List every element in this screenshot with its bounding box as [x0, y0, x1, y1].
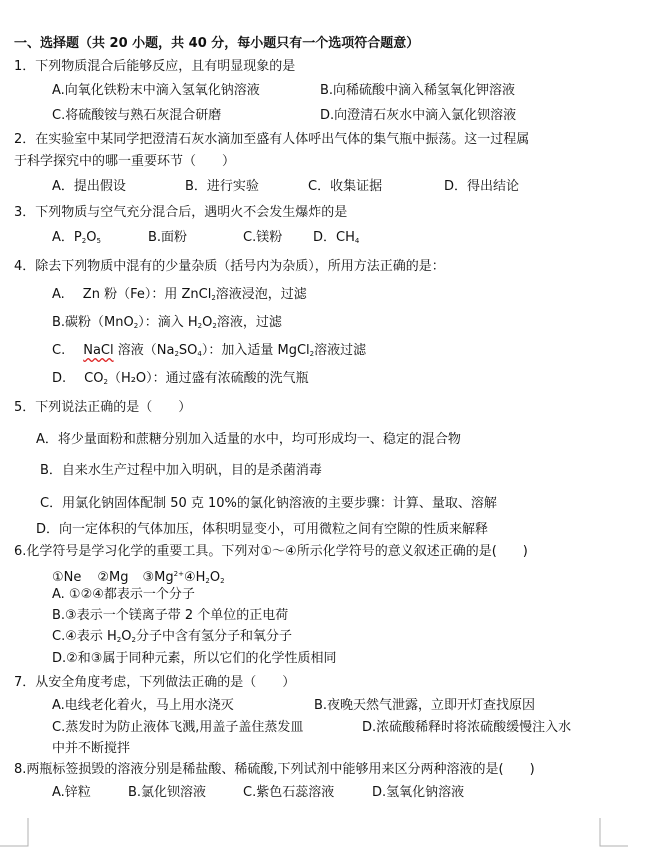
question-7-stem: 7．从安全角度考虑，下列做法正确的是（ ）	[14, 675, 296, 690]
question-4-option-d: D. $CO_2(H_2O)$：通过盛有浓硫酸的洗气瓶	[52, 371, 309, 386]
question-6-stem: 6.化学符号是学习化学的重要工具。下列对①～④所示化学符号的意义叙述正确的是( )	[14, 544, 528, 559]
question-2-stem-line1: 2．在实验室中某同学把澄清石灰水滴加至盛有人体呼出气体的集气瓶中振荡。这一过程属	[14, 132, 530, 147]
question-2-option-c: C．收集证据	[308, 179, 383, 194]
question-7-option-a: A.电线老化着火，马上用水浇灭	[52, 698, 234, 713]
question-5-option-a: A．将少量面粉和蔗糖分别加入适量的水中，均可形成均一、稳定的混合物	[36, 432, 461, 447]
question-2-option-a: A．提出假设	[52, 179, 126, 194]
question-2-stem-line2: 于科学探究中的哪一重要环节（ ）	[14, 154, 236, 169]
question-5-option-b: B．自来水生产过程中加入明矾，目的是杀菌消毒	[40, 463, 322, 478]
question-1-option-c: C.将硫酸铵与熟石灰混合研磨	[52, 108, 222, 123]
question-3-option-b: B.面粉	[148, 230, 188, 245]
question-4-option-c: C. NaCl 溶液$(Na_2SO_4)$：加入适量 MgCl$_2$溶液过滤	[52, 343, 367, 358]
question-3-option-a: A．$P_2O_5$	[52, 230, 101, 245]
question-1-option-d: D.向澄清石灰水中滴入氯化钡溶液	[320, 108, 517, 123]
question-1-option-b: B.向稀硫酸中滴入稀氢氧化钾溶液	[320, 83, 516, 98]
page-corner-mark-left	[0, 818, 30, 852]
section-header: 一、选择题（共 20 小题，共 40 分，每小题只有一个选项符合题意）	[14, 36, 420, 51]
question-8-option-a: A.锌粒	[52, 785, 91, 800]
question-3-stem: 3．下列物质与空气充分混合后，遇明火不会发生爆炸的是	[14, 205, 348, 220]
page-corner-mark-right	[598, 818, 628, 852]
question-8-option-d: D.氢氧化钠溶液	[372, 785, 465, 800]
wavy-underline-word: NaCl	[83, 343, 114, 358]
question-6-symbols: ①Ne ②Mg $③Mg^{2+}④H_2O_2$	[52, 570, 225, 585]
question-4-option-a: A. Zn 粉（Fe）：用 ZnCl$_2$溶液浸泡，过滤	[52, 287, 307, 302]
question-7-option-b: B.夜晚天然气泄露，立即开灯查找原因	[314, 698, 536, 713]
question-2-option-d: D．得出结论	[444, 179, 520, 194]
question-3-option-c: C.镁粉	[243, 230, 283, 245]
question-8-stem: 8.两瓶标签损毁的溶液分别是稀盐酸、稀硫酸,下列试剂中能够用来区分两种溶液的是( )	[14, 762, 535, 777]
question-7-option-d-line2: 中并不断搅拌	[52, 741, 131, 756]
question-7-option-c: C.蒸发时为防止液体飞溅,用盖子盖住蒸发皿	[52, 720, 304, 735]
question-3-option-d: D．$CH_4$	[313, 230, 360, 245]
question-8-option-b: B.氯化钡溶液	[128, 785, 207, 800]
question-8-option-c: C.紫色石蕊溶液	[243, 785, 335, 800]
question-6-option-a: A. ①②④都表示一个分子	[52, 587, 195, 602]
question-4-stem: 4．除去下列物质中混有的少量杂质（括号内为杂质），所用方法正确的是：	[14, 259, 445, 274]
question-4-option-b: B.碳粉（MnO$_2$）：滴入 $H_2O_2$溶液，过滤	[52, 315, 282, 330]
question-5-option-c: C．用氯化钠固体配制 50 克 10%的氯化钠溶液的主要步骤：计算、量取、溶解	[40, 496, 497, 511]
question-1-stem: 1．下列物质混合后能够反应，且有明显现象的是	[14, 59, 296, 74]
question-6-option-d: D.②和③属于同种元素，所以它们的化学性质相同	[52, 651, 337, 666]
question-2-option-b: B．进行实验	[185, 179, 259, 194]
question-1-option-a: A.向氧化铁粉末中滴入氢氧化钠溶液	[52, 83, 260, 98]
question-5-stem: 5．下列说法正确的是（ ）	[14, 400, 192, 415]
question-5-option-d: D．向一定体积的气体加压，体积明显变小，可用微粒之间有空隙的性质来解释	[36, 522, 489, 537]
question-7-option-d-line1: D.浓硫酸稀释时将浓硫酸缓慢注入水	[362, 720, 572, 735]
question-6-option-c: C.④表示 $H_2O_2$分子中含有氢分子和氧分子	[52, 629, 292, 644]
question-6-option-b: B.③表示一个镁离子带 2 个单位的正电荷	[52, 608, 289, 623]
